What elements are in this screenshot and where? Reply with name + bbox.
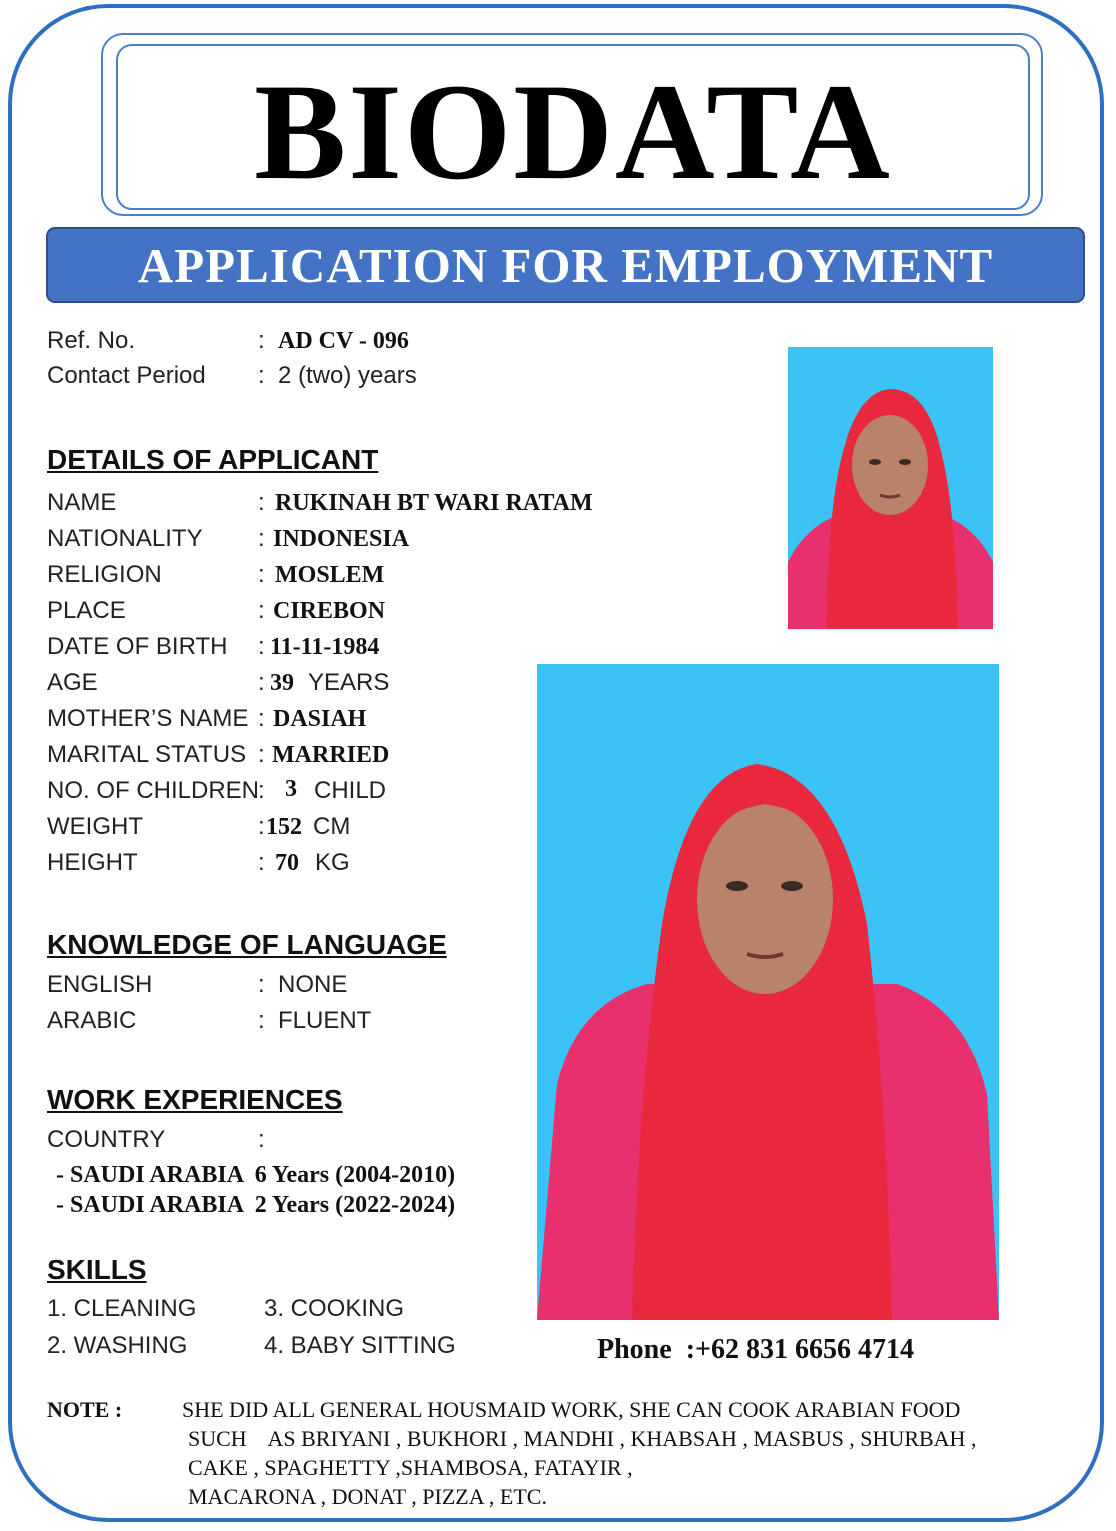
detail-unit-children: CHILD — [314, 777, 387, 804]
detail-label: NO. OF CHILDREN — [47, 777, 260, 804]
detail-label: RELIGION — [47, 561, 162, 588]
note-label: NOTE : — [47, 1397, 123, 1422]
detail-value-mother: DASIAH — [273, 706, 367, 732]
phone-line: Phone :+62 831 6656 4714 — [597, 1334, 914, 1365]
detail-value-height: 70 — [275, 850, 299, 876]
detail-unit-age: YEARS — [308, 669, 390, 696]
detail-label: NAME — [47, 489, 117, 516]
contact-period-label: Contact Period — [47, 362, 206, 389]
note-line: SUCH AS BRIYANI , BUKHORI , MANDHI , KHABSAH , MASBUS , SHURBAH , — [188, 1426, 977, 1451]
applicant-photo-small — [788, 347, 993, 629]
detail-label: DATE OF BIRTH — [47, 633, 228, 660]
phone-value: +62 831 6656 4714 — [695, 1334, 914, 1365]
detail-label: AGE — [47, 669, 98, 696]
detail-label: NATIONALITY — [47, 525, 203, 552]
detail-unit-height: KG — [315, 849, 350, 876]
details-heading: DETAILS OF APPLICANT — [47, 444, 379, 475]
language-value-english: NONE — [278, 971, 348, 998]
language-label: ARABIC — [47, 1007, 137, 1034]
detail-label: PLACE — [47, 597, 126, 624]
skill-item: 2. WASHING — [47, 1332, 188, 1359]
note-line: MACARONA , DONAT , PIZZA , ETC. — [188, 1484, 547, 1509]
person-silhouette-icon — [537, 664, 999, 1320]
work-country-label: COUNTRY — [47, 1126, 166, 1153]
applicant-photo-large — [537, 664, 999, 1320]
ref-no-value: AD CV - 096 — [278, 328, 409, 354]
skill-item: 3. COOKING — [264, 1295, 405, 1322]
detail-value-children: 3 — [285, 776, 297, 802]
work-heading: WORK EXPERIENCES — [47, 1084, 343, 1115]
work-entry: - SAUDI ARABIA 2 Years (2022-2024) — [56, 1192, 456, 1218]
note-line: SHE DID ALL GENERAL HOUSMAID WORK, SHE CAN COOK ARABIAN FOOD — [182, 1397, 961, 1422]
skill-item: 4. BABY SITTING — [264, 1332, 456, 1359]
detail-label: MARITAL STATUS — [47, 741, 247, 768]
detail-value-nationality: INDONESIA — [273, 526, 410, 552]
detail-value-name: RUKINAH BT WARI RATAM — [275, 490, 593, 516]
language-label: ENGLISH — [47, 971, 153, 998]
detail-label: MOTHER’S NAME — [47, 705, 249, 732]
note-line: CAKE , SPAGHETTY ,SHAMBOSA, FATAYIR , — [188, 1455, 633, 1480]
detail-label: WEIGHT — [47, 813, 143, 840]
detail-value-dob: 11-11-1984 — [270, 634, 380, 660]
detail-value-place: CIREBON — [273, 598, 386, 624]
detail-unit-weight: CM — [313, 813, 351, 840]
detail-value-age: 39 — [270, 670, 294, 696]
detail-value-marital: MARRIED — [272, 742, 390, 768]
work-entry: - SAUDI ARABIA 6 Years (2004-2010) — [56, 1162, 456, 1188]
skill-item: 1. CLEANING — [47, 1295, 197, 1322]
contact-period-value: 2 (two) years — [278, 362, 417, 389]
phone-label: Phone — [597, 1334, 672, 1365]
detail-value-weight: 152 — [266, 814, 302, 840]
language-value-arabic: FLUENT — [278, 1007, 372, 1034]
skills-heading: SKILLS — [47, 1254, 147, 1285]
subtitle-banner: APPLICATION FOR EMPLOYMENT — [46, 227, 1085, 303]
detail-label: HEIGHT — [47, 849, 138, 876]
document-title: BIODATA — [254, 55, 892, 208]
person-silhouette-icon — [788, 347, 993, 629]
detail-value-religion: MOSLEM — [275, 562, 385, 588]
language-heading: KNOWLEDGE OF LANGUAGE — [47, 929, 447, 960]
ref-no-label: Ref. No. — [47, 327, 136, 354]
